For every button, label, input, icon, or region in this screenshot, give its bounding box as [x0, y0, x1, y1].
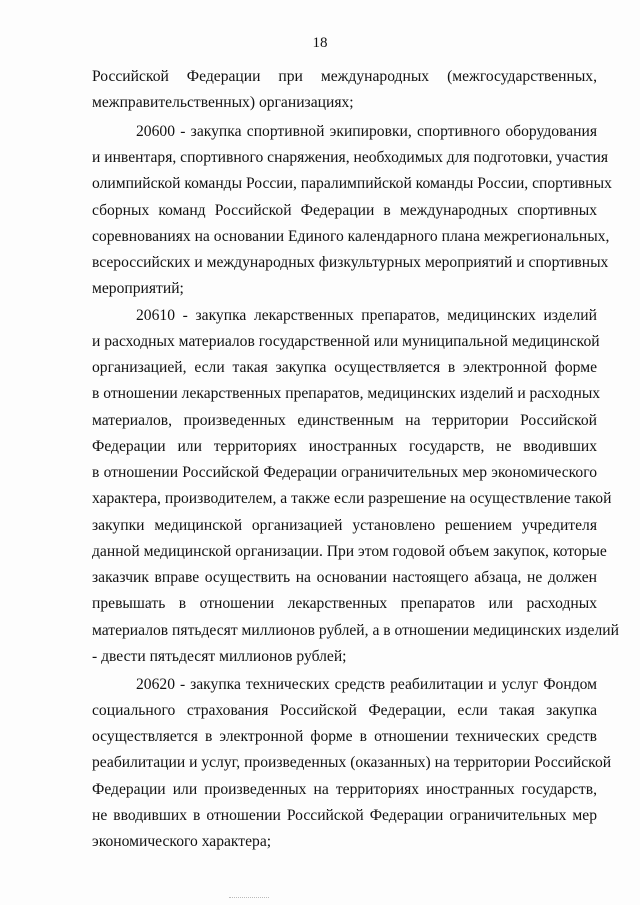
text-line: реабилитации и услуг, произведенных (оказанных) на территории Российской	[92, 754, 612, 771]
paragraph-first-line: 20620 - закупка технических средств реабилитации и услуг Фондом	[136, 676, 597, 693]
text-line: материалов, произведенных единственным на территории Российской	[92, 412, 597, 429]
text-line: в отношении лекарственных препаратов, медицинских изделий и расходных	[92, 385, 601, 402]
text-line: Российской Федерации при международных (межгосударственных,	[92, 68, 597, 85]
text-line: и расходных материалов государственной или муниципальной медицинской	[92, 333, 600, 350]
text-line: межправительственных) организациях;	[92, 94, 354, 111]
text-line: закупки медицинской организацией установлено решением учредителя	[92, 517, 597, 534]
text-line: социального страхования Российской Федерации, если такая закупка	[92, 702, 597, 719]
text-line: олимпийской команды России, паралимпийской команды России, спортивных	[92, 175, 612, 192]
text-line: - двести пятьдесят миллионов рублей;	[92, 648, 347, 665]
text-line: Федерации или территориях иностранных государств, не вводивших	[92, 438, 597, 455]
text-line: осуществляется в электронной форме в отношении технических средств	[92, 728, 597, 745]
paragraph-first-line: 20610 - закупка лекарственных препаратов, медицинских изделий	[136, 307, 597, 324]
text-line: в отношении Российской Федерации ограничительных мер экономического	[92, 464, 597, 481]
text-line: соревнованиях на основании Единого календарного плана межрегиональных,	[92, 228, 610, 245]
text-line: мероприятий;	[92, 280, 184, 297]
text-line: и инвентаря, спортивного снаряжения, необходимых для подготовки, участия	[92, 149, 609, 166]
text-line: материалов пятьдесят миллионов рублей, а в отношении медицинских изделий	[92, 622, 619, 639]
text-line: характера, производителем, а также если разрешение на осуществление такой	[92, 490, 612, 507]
text-line: не вводивших в отношении Российской Федерации ограничительных мер	[92, 807, 597, 824]
text-line: превышать в отношении лекарственных препаратов или расходных	[92, 595, 597, 612]
text-line: заказчик вправе осуществить на основании настоящего абзаца, не должен	[92, 569, 597, 586]
text-line: данной медицинской организации. При этом годовой объем закупок, которые	[92, 543, 607, 560]
text-line: организацией, если такая закупка осуществляется в электронной форме	[92, 359, 597, 376]
text-line: всероссийских и международных физкультурных мероприятий и спортивных	[92, 254, 609, 271]
text-line: сборных команд Российской Федерации в международных спортивных	[92, 202, 597, 219]
text-line: экономического характера;	[92, 833, 272, 850]
scan-artifact	[229, 897, 269, 899]
paragraph-first-line: 20600 - закупка спортивной экипировки, спортивного оборудования	[136, 123, 597, 140]
text-line: Федерации или произведенных на территориях иностранных государств,	[92, 781, 597, 798]
page-number: 18	[312, 35, 328, 51]
